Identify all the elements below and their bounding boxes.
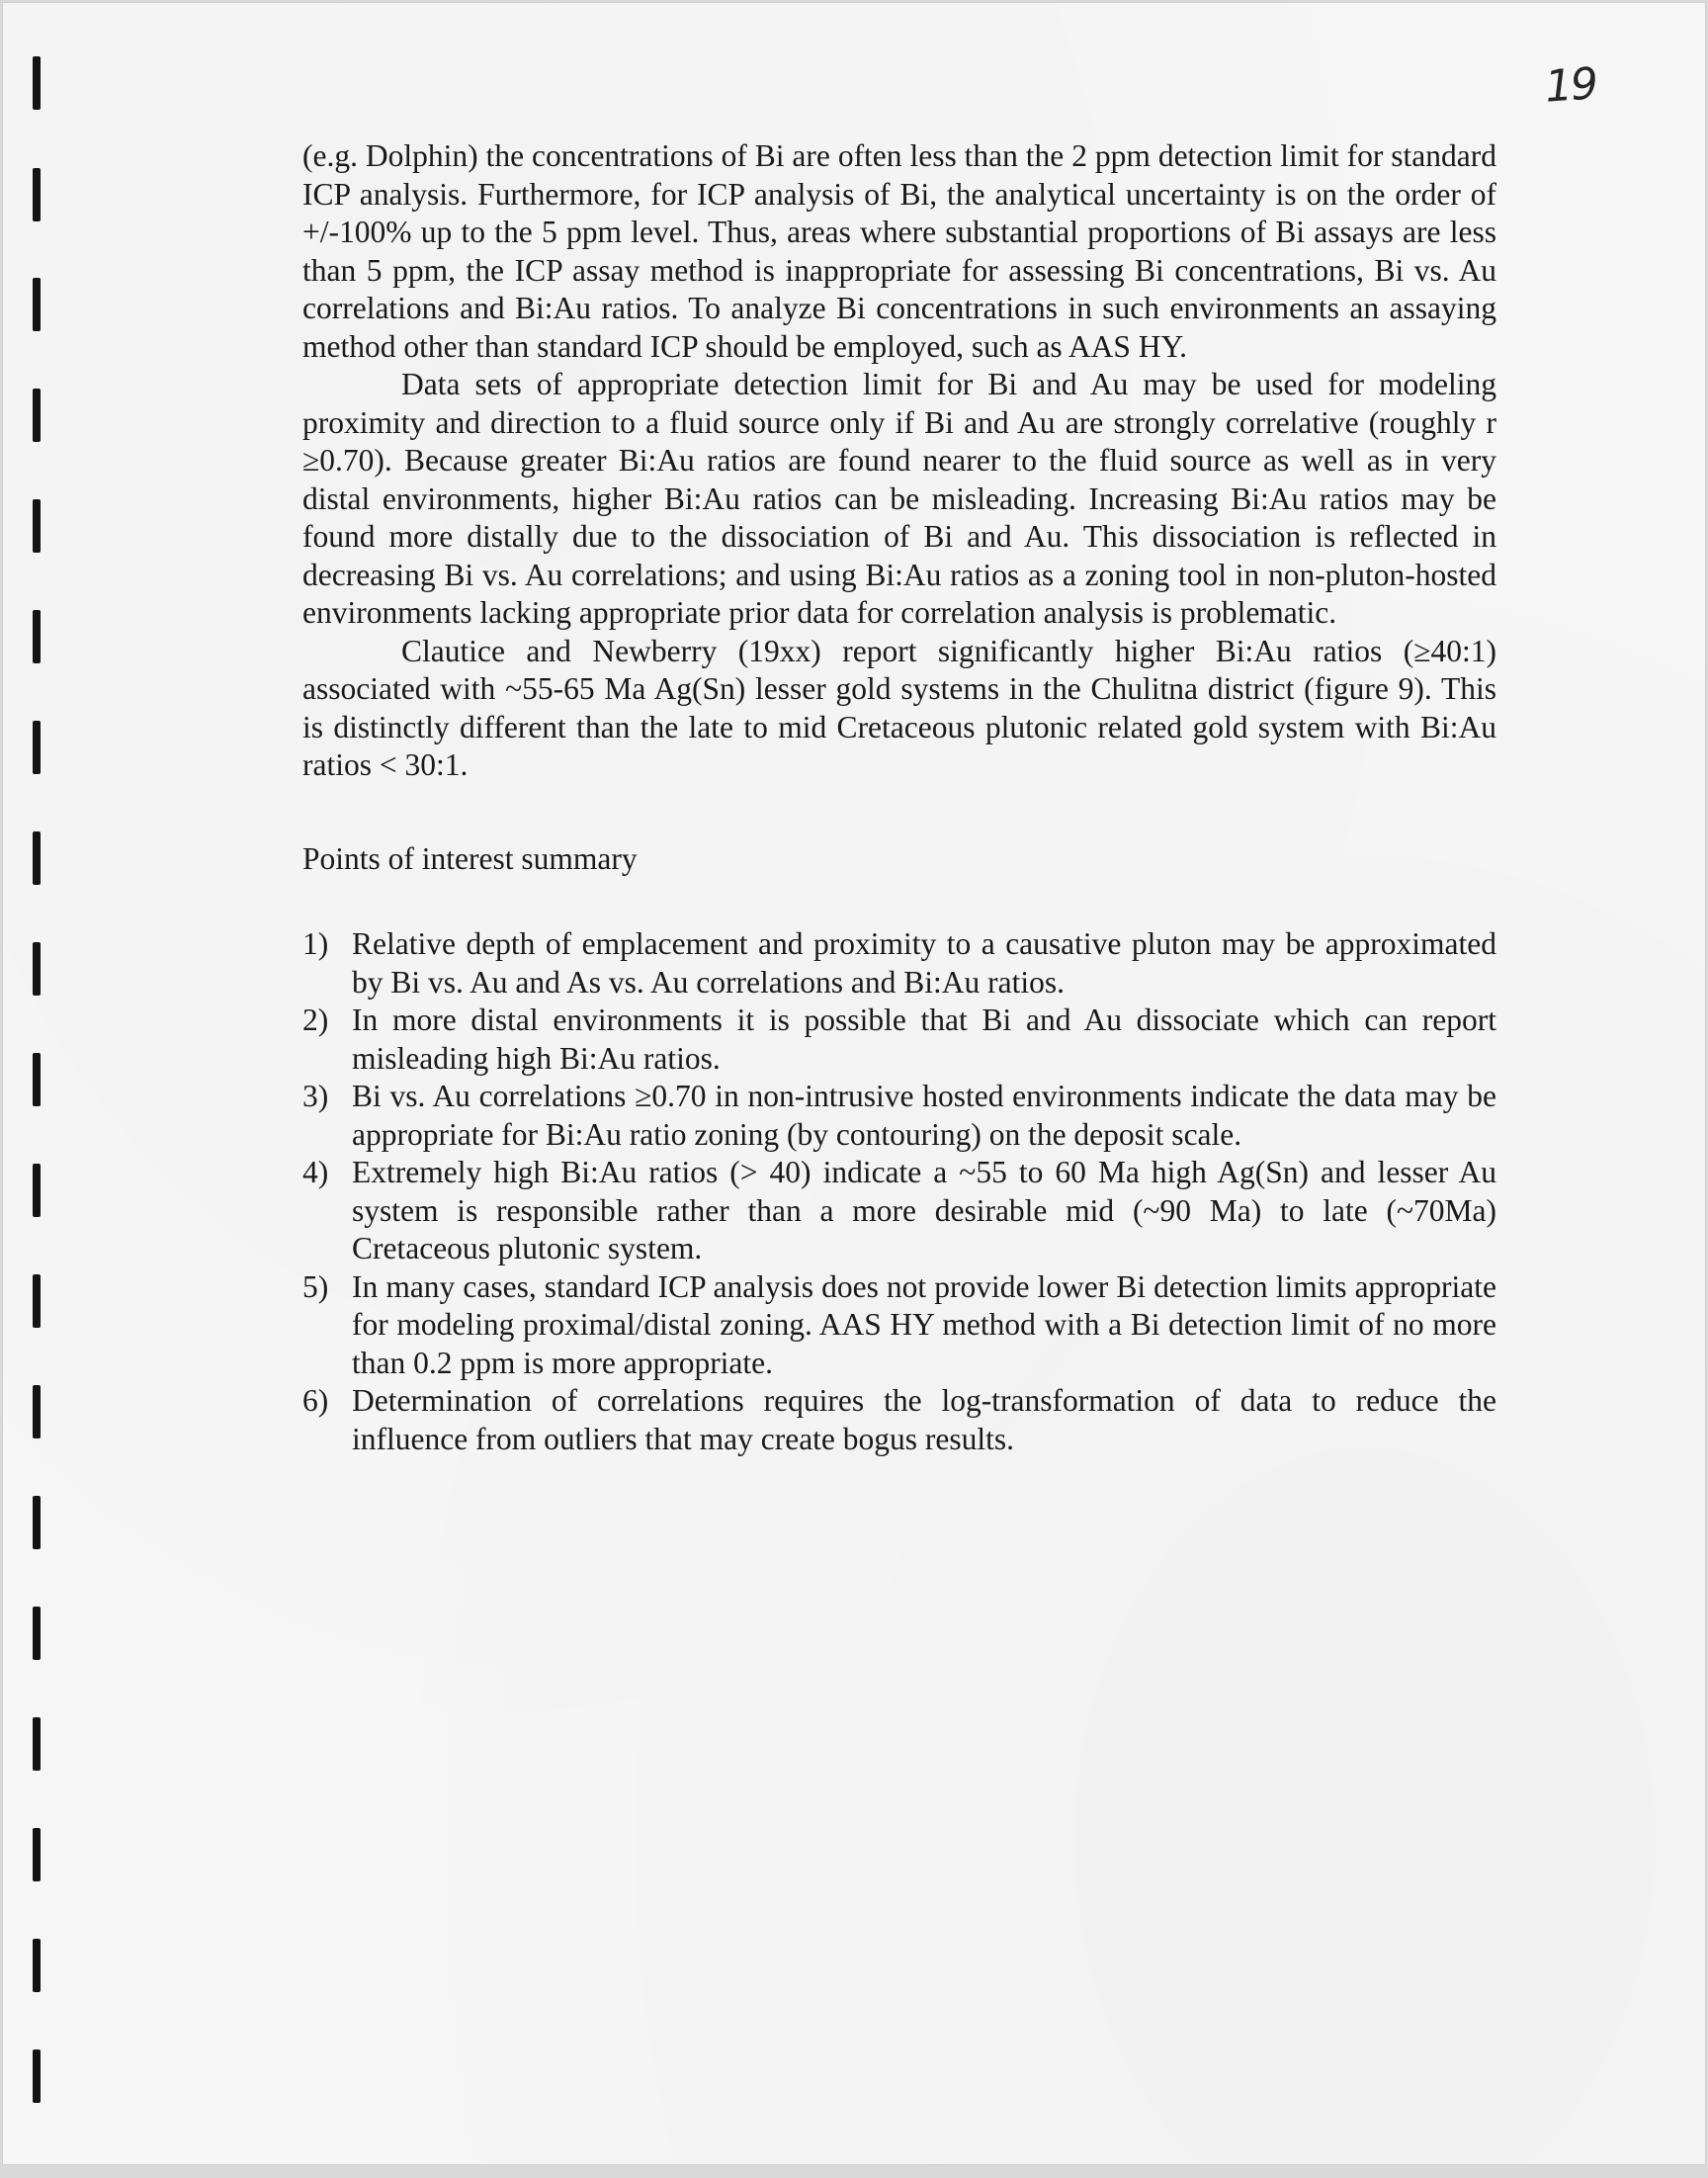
list-item-number: 5): [302, 1268, 329, 1304]
list-item-text: In more distal environments it is possible that Bi and Au dissociate which can report misleading high Bi:Au ratios.: [352, 1002, 1496, 1076]
list-item: [302, 925, 1496, 1002]
list-item-number: 4): [302, 1155, 329, 1189]
list-item-text: In many cases, standard ICP analysis does not provide lower Bi detection limits appropriate for modeling proximal/distal zoning. AAS HY method with a Bi detection limit of no more than 0.2 ppm is more appropriate.: [352, 1268, 1496, 1380]
document-page: [3, 3, 1705, 2164]
section-heading: Points of interest summary: [302, 840, 638, 876]
binding-hole: [33, 1828, 41, 1881]
paragraph-data-sets: Data sets of appropriate detection limit for Bi and Au may be used for modeling proximity and direction to a fluid source only if Bi and Au are strongly correlative (roughly r ≥0.70). Because greater Bi:Au ratios are found nearer to the fluid source as well as in very distal environments, higher Bi:Au ratios can be misleading. Increasing Bi:Au ratios may be found more distally due to the dissociation of Bi and Au. This dissociation is reflected in decreasing Bi vs. Au correlations; and using Bi:Au ratios as a zoning tool in non-pluton-hosted environments lacking appropriate prior data for correlation analysis is problematic.: [302, 367, 1496, 630]
list-item: [302, 1268, 1496, 1383]
list-item-number: 2): [302, 1002, 329, 1037]
list-item: [302, 1382, 1496, 1458]
binding-hole: [33, 610, 41, 663]
binding-hole: [33, 1607, 41, 1660]
binding-hole: [33, 278, 41, 331]
list-item-number: 3): [302, 1079, 329, 1113]
binding-hole: [33, 1939, 41, 1992]
list-item-number: 1): [302, 926, 329, 961]
binding-hole: [33, 1496, 41, 1549]
binding-hole: [33, 942, 41, 996]
document-body: [302, 137, 1496, 1458]
binding-hole: [33, 831, 41, 885]
binding-hole: [33, 1717, 41, 1771]
binding-hole: [33, 721, 41, 774]
binding-hole: [33, 499, 41, 553]
binding-hole: [33, 56, 41, 110]
list-item: [302, 1078, 1496, 1154]
handwritten-page-number: 19: [1543, 58, 1598, 113]
points-of-interest-list: [302, 925, 1496, 1458]
paragraph-detection-limits: (e.g. Dolphin) the concentrations of Bi are often less than the 2 ppm detection limit for standard ICP analysis. Furthermore, for ICP analysis of Bi, the analytical uncertainty is on the order of +/-100% up to the 5 ppm level. Thus, areas where substantial proportions of Bi assays are less than 5 ppm, the ICP assay method is inappropriate for assessing Bi concentrations, Bi vs. Au correlations and Bi:Au ratios. To analyze Bi concentrations in such environments an assaying method other than standard ICP should be employed, such as AAS HY.: [302, 138, 1496, 364]
list-item-number: 6): [302, 1383, 329, 1418]
binding-hole: [33, 1164, 41, 1217]
list-item-text: Bi vs. Au correlations ≥0.70 in non-intrusive hosted environments indicate the data may be appropriate for Bi:Au ratio zoning (by contouring) on the deposit scale.: [352, 1079, 1496, 1152]
binding-hole: [33, 168, 41, 221]
list-item-text: Relative depth of emplacement and proximity to a causative pluton may be approximated by Bi vs. Au and As vs. Au correlations and Bi:Au ratios.: [352, 926, 1496, 1000]
list-item-text: Determination of correlations requires the log-transformation of data to reduce the influence from outliers that may create bogus results.: [352, 1383, 1496, 1456]
binding-hole: [33, 1053, 41, 1106]
binding-hole: [33, 2049, 41, 2103]
binding-hole: [33, 389, 41, 442]
binding-holes: [28, 43, 57, 2138]
list-item-text: Extremely high Bi:Au ratios (> 40) indicate a ~55 to 60 Ma high Ag(Sn) and lesser Au system is responsible rather than a more desirable mid (~90 Ma) to late (~70Ma) Cretaceous plutonic system.: [352, 1155, 1496, 1265]
binding-hole: [33, 1385, 41, 1438]
paragraph-clautice-newberry: Clautice and Newberry (19xx) report significantly higher Bi:Au ratios (≥40:1) associated with ~55-65 Ma Ag(Sn) lesser gold systems in the Chulitna district (figure 9). This is distinctly different than the late to mid Cretaceous plutonic related gold system with Bi:Au ratios < 30:1.: [302, 633, 1496, 782]
list-item: [302, 1154, 1496, 1268]
binding-hole: [33, 1274, 41, 1328]
list-item: [302, 1002, 1496, 1078]
